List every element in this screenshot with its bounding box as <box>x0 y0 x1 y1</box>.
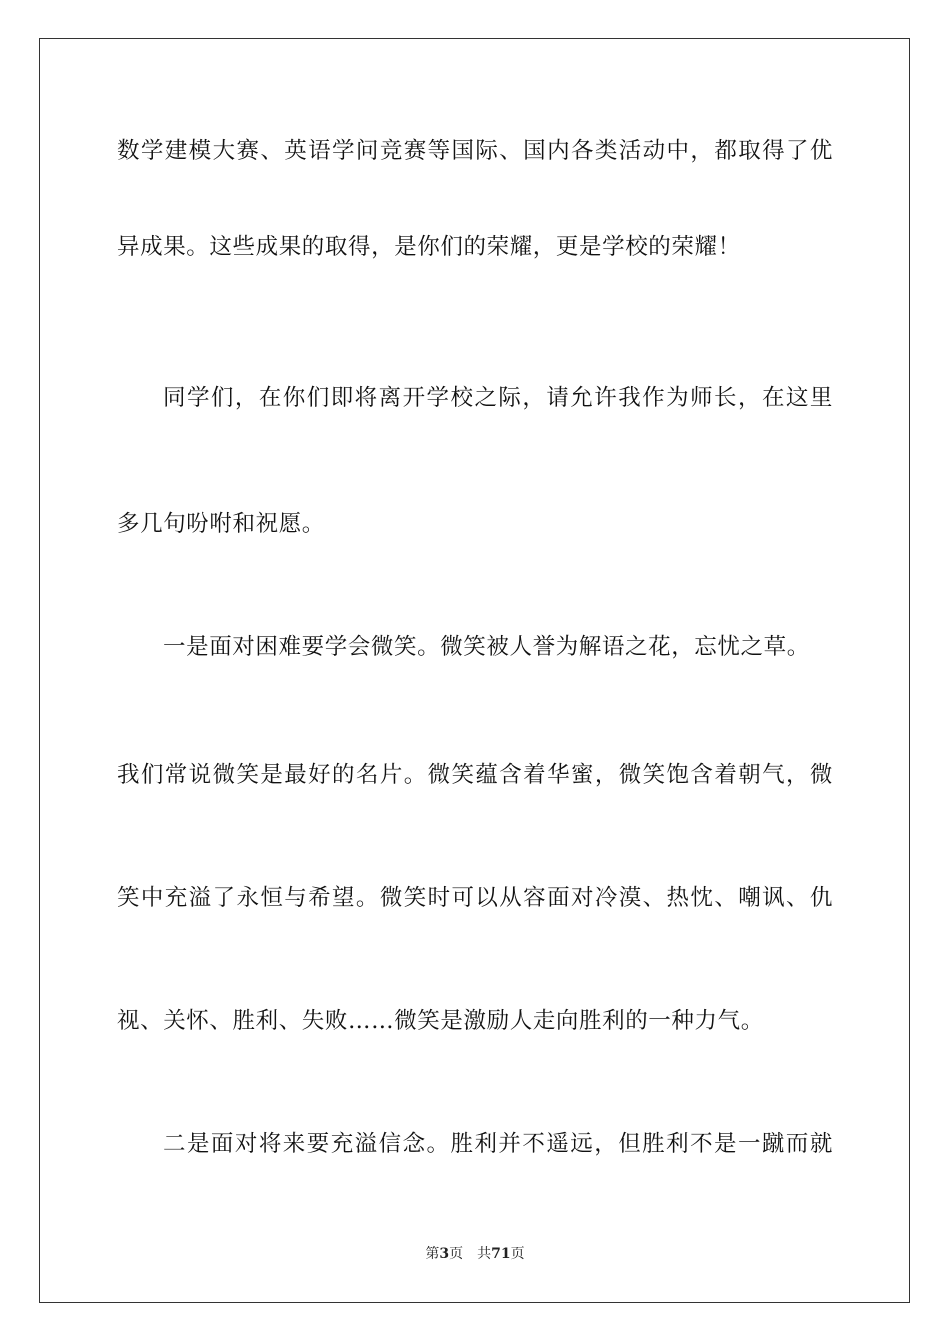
page-footer <box>0 1245 950 1263</box>
text-line-8: 视、关怀、胜利、失败……微笑是激励人走向胜利的一种力气。 <box>117 1008 764 1034</box>
footer-page-suffix: 页 <box>449 1246 464 1262</box>
footer-page-number: 3 <box>439 1246 450 1262</box>
text-line-2: 异成果。这些成果的取得，是你们的荣耀，更是学校的荣耀！ <box>117 234 741 260</box>
text-line-1: 数学建模大赛、英语学问竞赛等国际、国内各类活动中，都取得了优 <box>117 138 833 164</box>
page-border <box>39 38 910 1303</box>
text-line-4: 多几句吩咐和祝愿。 <box>117 511 325 537</box>
text-line-6: 我们常说微笑是最好的名片。微笑蕴含着华蜜，微笑饱含着朝气，微 <box>117 762 833 788</box>
footer-total-prefix: 共 <box>477 1246 492 1262</box>
text-line-3: 同学们，在你们即将离开学校之际，请允许我作为师长，在这里 <box>163 385 833 411</box>
footer-page-prefix: 第 <box>425 1246 440 1262</box>
text-line-5: 一是面对困难要学会微笑。微笑被人誉为解语之花，忘忧之草。 <box>163 634 810 660</box>
footer-total-suffix: 页 <box>510 1246 525 1262</box>
text-line-7: 笑中充溢了永恒与希望。微笑时可以从容面对冷漠、热忱、嘲讽、仇 <box>117 885 833 911</box>
text-line-9: 二是面对将来要充溢信念。胜利并不遥远，但胜利不是一蹴而就 <box>163 1131 833 1157</box>
footer-total-pages: 71 <box>491 1246 511 1262</box>
